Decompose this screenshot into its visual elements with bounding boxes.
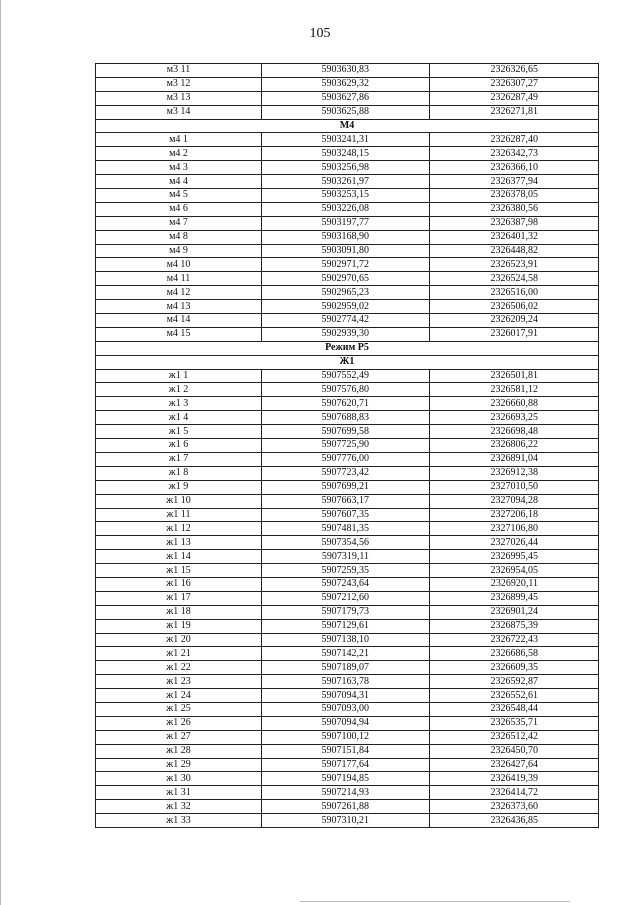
point-name-cell: м4 6: [96, 202, 262, 216]
y-coordinate-cell: 2326387,98: [430, 216, 599, 230]
y-coordinate-cell: 2326326,65: [430, 64, 599, 78]
x-coordinate-cell: 5907179,73: [262, 605, 430, 619]
x-coordinate-cell: 5907142,21: [262, 647, 430, 661]
x-coordinate-cell: 5902774,42: [262, 314, 430, 328]
x-coordinate-cell: 5907194,85: [262, 772, 430, 786]
x-coordinate-cell: 5903629,32: [262, 77, 430, 91]
table-row: [96, 369, 599, 383]
point-name-cell: м4 10: [96, 258, 262, 272]
table-row: [96, 758, 599, 772]
y-coordinate-cell: 2326875,39: [430, 619, 599, 633]
point-name-cell: ж1 20: [96, 633, 262, 647]
y-coordinate-cell: 2326995,45: [430, 550, 599, 564]
point-name-cell: ж1 6: [96, 439, 262, 453]
y-coordinate-cell: 2326698,48: [430, 425, 599, 439]
section-header: Ж1: [96, 355, 599, 369]
table-row: [96, 133, 599, 147]
point-name-cell: ж1 4: [96, 411, 262, 425]
x-coordinate-cell: 5907163,78: [262, 675, 430, 689]
point-name-cell: ж1 26: [96, 716, 262, 730]
point-name-cell: ж1 8: [96, 466, 262, 480]
table-row: [96, 452, 599, 466]
point-name-cell: ж1 10: [96, 494, 262, 508]
y-coordinate-cell: 2326377,94: [430, 175, 599, 189]
point-name-cell: м4 12: [96, 286, 262, 300]
x-coordinate-cell: 5903241,31: [262, 133, 430, 147]
x-coordinate-cell: 5903197,77: [262, 216, 430, 230]
point-name-cell: м4 3: [96, 161, 262, 175]
table-row: [96, 161, 599, 175]
x-coordinate-cell: 5907129,61: [262, 619, 430, 633]
x-coordinate-cell: 5903253,15: [262, 189, 430, 203]
point-name-cell: ж1 21: [96, 647, 262, 661]
y-coordinate-cell: 2326506,02: [430, 300, 599, 314]
y-coordinate-cell: 2326693,25: [430, 411, 599, 425]
table-row: [96, 64, 599, 78]
x-coordinate-cell: 5903627,86: [262, 91, 430, 105]
x-coordinate-cell: 5907151,84: [262, 744, 430, 758]
table-row: [96, 744, 599, 758]
y-coordinate-cell: 2326378,05: [430, 189, 599, 203]
y-coordinate-cell: 2326523,91: [430, 258, 599, 272]
x-coordinate-cell: 5907189,07: [262, 661, 430, 675]
y-coordinate-cell: 2326366,10: [430, 161, 599, 175]
point-name-cell: м4 7: [96, 216, 262, 230]
table-row: [96, 397, 599, 411]
x-coordinate-cell: 5903248,15: [262, 147, 430, 161]
y-coordinate-cell: 2326373,60: [430, 800, 599, 814]
y-coordinate-cell: 2327010,50: [430, 480, 599, 494]
table-row: [96, 564, 599, 578]
x-coordinate-cell: 5907094,94: [262, 716, 430, 730]
page-number: 105: [309, 26, 331, 41]
y-coordinate-cell: 2326017,91: [430, 327, 599, 341]
x-coordinate-cell: 5907663,17: [262, 494, 430, 508]
y-coordinate-cell: 2326287,40: [430, 133, 599, 147]
point-name-cell: м4 13: [96, 300, 262, 314]
x-coordinate-cell: 5903168,90: [262, 230, 430, 244]
y-coordinate-cell: 2326920,11: [430, 577, 599, 591]
y-coordinate-cell: 2326419,39: [430, 772, 599, 786]
point-name-cell: ж1 22: [96, 661, 262, 675]
x-coordinate-cell: 5903256,98: [262, 161, 430, 175]
y-coordinate-cell: 2326722,43: [430, 633, 599, 647]
point-name-cell: ж1 16: [96, 577, 262, 591]
x-coordinate-cell: 5903091,80: [262, 244, 430, 258]
table-row: [96, 702, 599, 716]
y-coordinate-cell: 2326448,82: [430, 244, 599, 258]
x-coordinate-cell: 5907481,35: [262, 522, 430, 536]
point-name-cell: м4 1: [96, 133, 262, 147]
y-coordinate-cell: 2326501,81: [430, 369, 599, 383]
point-name-cell: ж1 30: [96, 772, 262, 786]
table-row: [96, 550, 599, 564]
x-coordinate-cell: 5902939,30: [262, 327, 430, 341]
table-row: [96, 522, 599, 536]
y-coordinate-cell: 2326287,49: [430, 91, 599, 105]
x-coordinate-cell: 5907319,11: [262, 550, 430, 564]
x-coordinate-cell: 5907310,21: [262, 814, 430, 828]
point-name-cell: ж1 1: [96, 369, 262, 383]
y-coordinate-cell: 2326436,85: [430, 814, 599, 828]
table-row: [96, 730, 599, 744]
table-row: [96, 647, 599, 661]
x-coordinate-cell: 5903226,08: [262, 202, 430, 216]
point-name-cell: ж1 28: [96, 744, 262, 758]
y-coordinate-cell: 2326516,00: [430, 286, 599, 300]
y-coordinate-cell: 2326535,71: [430, 716, 599, 730]
x-coordinate-cell: 5907100,12: [262, 730, 430, 744]
section-header-row: [96, 341, 599, 355]
y-coordinate-cell: 2326686,58: [430, 647, 599, 661]
point-name-cell: м4 2: [96, 147, 262, 161]
table-row: [96, 216, 599, 230]
y-coordinate-cell: 2326401,32: [430, 230, 599, 244]
x-coordinate-cell: 5907688,83: [262, 411, 430, 425]
point-name-cell: м3 13: [96, 91, 262, 105]
table-row: [96, 202, 599, 216]
point-name-cell: ж1 13: [96, 536, 262, 550]
y-coordinate-cell: 2326660,88: [430, 397, 599, 411]
y-coordinate-cell: 2326548,44: [430, 702, 599, 716]
point-name-cell: ж1 23: [96, 675, 262, 689]
point-name-cell: м4 15: [96, 327, 262, 341]
table-row: [96, 689, 599, 703]
y-coordinate-cell: 2326271,81: [430, 105, 599, 119]
table-row: [96, 577, 599, 591]
table-row: [96, 466, 599, 480]
y-coordinate-cell: 2326524,58: [430, 272, 599, 286]
x-coordinate-cell: 5907261,88: [262, 800, 430, 814]
point-name-cell: ж1 25: [96, 702, 262, 716]
y-coordinate-cell: 2326450,70: [430, 744, 599, 758]
point-name-cell: ж1 29: [96, 758, 262, 772]
table-row: [96, 661, 599, 675]
section-header-row: [96, 119, 599, 133]
section-header: Режим Р5: [96, 341, 599, 355]
table-row: [96, 508, 599, 522]
coordinates-table: [95, 63, 599, 828]
table-row: [96, 189, 599, 203]
point-name-cell: ж1 31: [96, 786, 262, 800]
y-coordinate-cell: 2326806,22: [430, 439, 599, 453]
table-row: [96, 314, 599, 328]
table-row: [96, 786, 599, 800]
y-coordinate-cell: 2326891,04: [430, 452, 599, 466]
table-row: [96, 147, 599, 161]
point-name-cell: ж1 7: [96, 452, 262, 466]
table-row: [96, 286, 599, 300]
table-row: [96, 605, 599, 619]
x-coordinate-cell: 5902971,72: [262, 258, 430, 272]
table-row: [96, 619, 599, 633]
x-coordinate-cell: 5907093,00: [262, 702, 430, 716]
x-coordinate-cell: 5902959,02: [262, 300, 430, 314]
point-name-cell: м3 11: [96, 64, 262, 78]
y-coordinate-cell: 2326342,73: [430, 147, 599, 161]
section-header: М4: [96, 119, 599, 133]
y-coordinate-cell: 2326592,87: [430, 675, 599, 689]
y-coordinate-cell: 2327094,28: [430, 494, 599, 508]
table-row: [96, 230, 599, 244]
x-coordinate-cell: 5907776,00: [262, 452, 430, 466]
table-row: [96, 383, 599, 397]
table-row: [96, 439, 599, 453]
table-row: [96, 536, 599, 550]
point-name-cell: м4 9: [96, 244, 262, 258]
point-name-cell: м4 5: [96, 189, 262, 203]
point-name-cell: ж1 12: [96, 522, 262, 536]
table-row: [96, 716, 599, 730]
x-coordinate-cell: 5902965,23: [262, 286, 430, 300]
x-coordinate-cell: 5907212,60: [262, 591, 430, 605]
y-coordinate-cell: 2326307,27: [430, 77, 599, 91]
x-coordinate-cell: 5907607,35: [262, 508, 430, 522]
y-coordinate-cell: 2326899,45: [430, 591, 599, 605]
table-row: [96, 175, 599, 189]
point-name-cell: ж1 19: [96, 619, 262, 633]
y-coordinate-cell: 2326901,24: [430, 605, 599, 619]
y-coordinate-cell: 2326552,61: [430, 689, 599, 703]
point-name-cell: м4 4: [96, 175, 262, 189]
point-name-cell: ж1 33: [96, 814, 262, 828]
point-name-cell: м3 14: [96, 105, 262, 119]
table-row: [96, 814, 599, 828]
table-row: [96, 300, 599, 314]
scan-edge-line-bottom: [300, 901, 570, 902]
x-coordinate-cell: 5907723,42: [262, 466, 430, 480]
y-coordinate-cell: 2326427,64: [430, 758, 599, 772]
point-name-cell: м4 14: [96, 314, 262, 328]
x-coordinate-cell: 5907699,58: [262, 425, 430, 439]
x-coordinate-cell: 5907214,93: [262, 786, 430, 800]
point-name-cell: ж1 32: [96, 800, 262, 814]
table-row: [96, 591, 599, 605]
point-name-cell: ж1 27: [96, 730, 262, 744]
point-name-cell: ж1 5: [96, 425, 262, 439]
table-row: [96, 425, 599, 439]
y-coordinate-cell: 2327206,18: [430, 508, 599, 522]
y-coordinate-cell: 2327026,44: [430, 536, 599, 550]
point-name-cell: ж1 11: [96, 508, 262, 522]
y-coordinate-cell: 2326414,72: [430, 786, 599, 800]
table-row: [96, 327, 599, 341]
x-coordinate-cell: 5903261,97: [262, 175, 430, 189]
point-name-cell: ж1 18: [96, 605, 262, 619]
x-coordinate-cell: 5907354,56: [262, 536, 430, 550]
y-coordinate-cell: 2326912,38: [430, 466, 599, 480]
point-name-cell: ж1 14: [96, 550, 262, 564]
x-coordinate-cell: 5907094,31: [262, 689, 430, 703]
y-coordinate-cell: 2326380,56: [430, 202, 599, 216]
point-name-cell: ж1 2: [96, 383, 262, 397]
point-name-cell: ж1 3: [96, 397, 262, 411]
point-name-cell: ж1 9: [96, 480, 262, 494]
x-coordinate-cell: 5902970,65: [262, 272, 430, 286]
y-coordinate-cell: 2326581,12: [430, 383, 599, 397]
point-name-cell: м4 8: [96, 230, 262, 244]
x-coordinate-cell: 5903625,88: [262, 105, 430, 119]
table-row: [96, 105, 599, 119]
x-coordinate-cell: 5907576,80: [262, 383, 430, 397]
point-name-cell: м3 12: [96, 77, 262, 91]
x-coordinate-cell: 5907620,71: [262, 397, 430, 411]
point-name-cell: ж1 17: [96, 591, 262, 605]
y-coordinate-cell: 2326609,35: [430, 661, 599, 675]
point-name-cell: ж1 15: [96, 564, 262, 578]
table-row: [96, 675, 599, 689]
table-row: [96, 258, 599, 272]
x-coordinate-cell: 5907243,64: [262, 577, 430, 591]
table-row: [96, 91, 599, 105]
x-coordinate-cell: 5907725,90: [262, 439, 430, 453]
y-coordinate-cell: 2326954,05: [430, 564, 599, 578]
table-row: [96, 633, 599, 647]
y-coordinate-cell: 2326512,42: [430, 730, 599, 744]
section-header-row: [96, 355, 599, 369]
table-row: [96, 494, 599, 508]
x-coordinate-cell: 5907177,64: [262, 758, 430, 772]
coordinates-table-body: [96, 64, 599, 828]
table-row: [96, 772, 599, 786]
point-name-cell: м4 11: [96, 272, 262, 286]
table-row: [96, 244, 599, 258]
x-coordinate-cell: 5907552,49: [262, 369, 430, 383]
x-coordinate-cell: 5907259,35: [262, 564, 430, 578]
x-coordinate-cell: 5907699,21: [262, 480, 430, 494]
y-coordinate-cell: 2326209,24: [430, 314, 599, 328]
table-row: [96, 800, 599, 814]
table-row: [96, 77, 599, 91]
x-coordinate-cell: 5903630,83: [262, 64, 430, 78]
table-row: [96, 480, 599, 494]
table-row: [96, 272, 599, 286]
point-name-cell: ж1 24: [96, 689, 262, 703]
table-row: [96, 411, 599, 425]
y-coordinate-cell: 2327106,80: [430, 522, 599, 536]
x-coordinate-cell: 5907138,10: [262, 633, 430, 647]
scan-edge-line-left: [0, 0, 1, 905]
